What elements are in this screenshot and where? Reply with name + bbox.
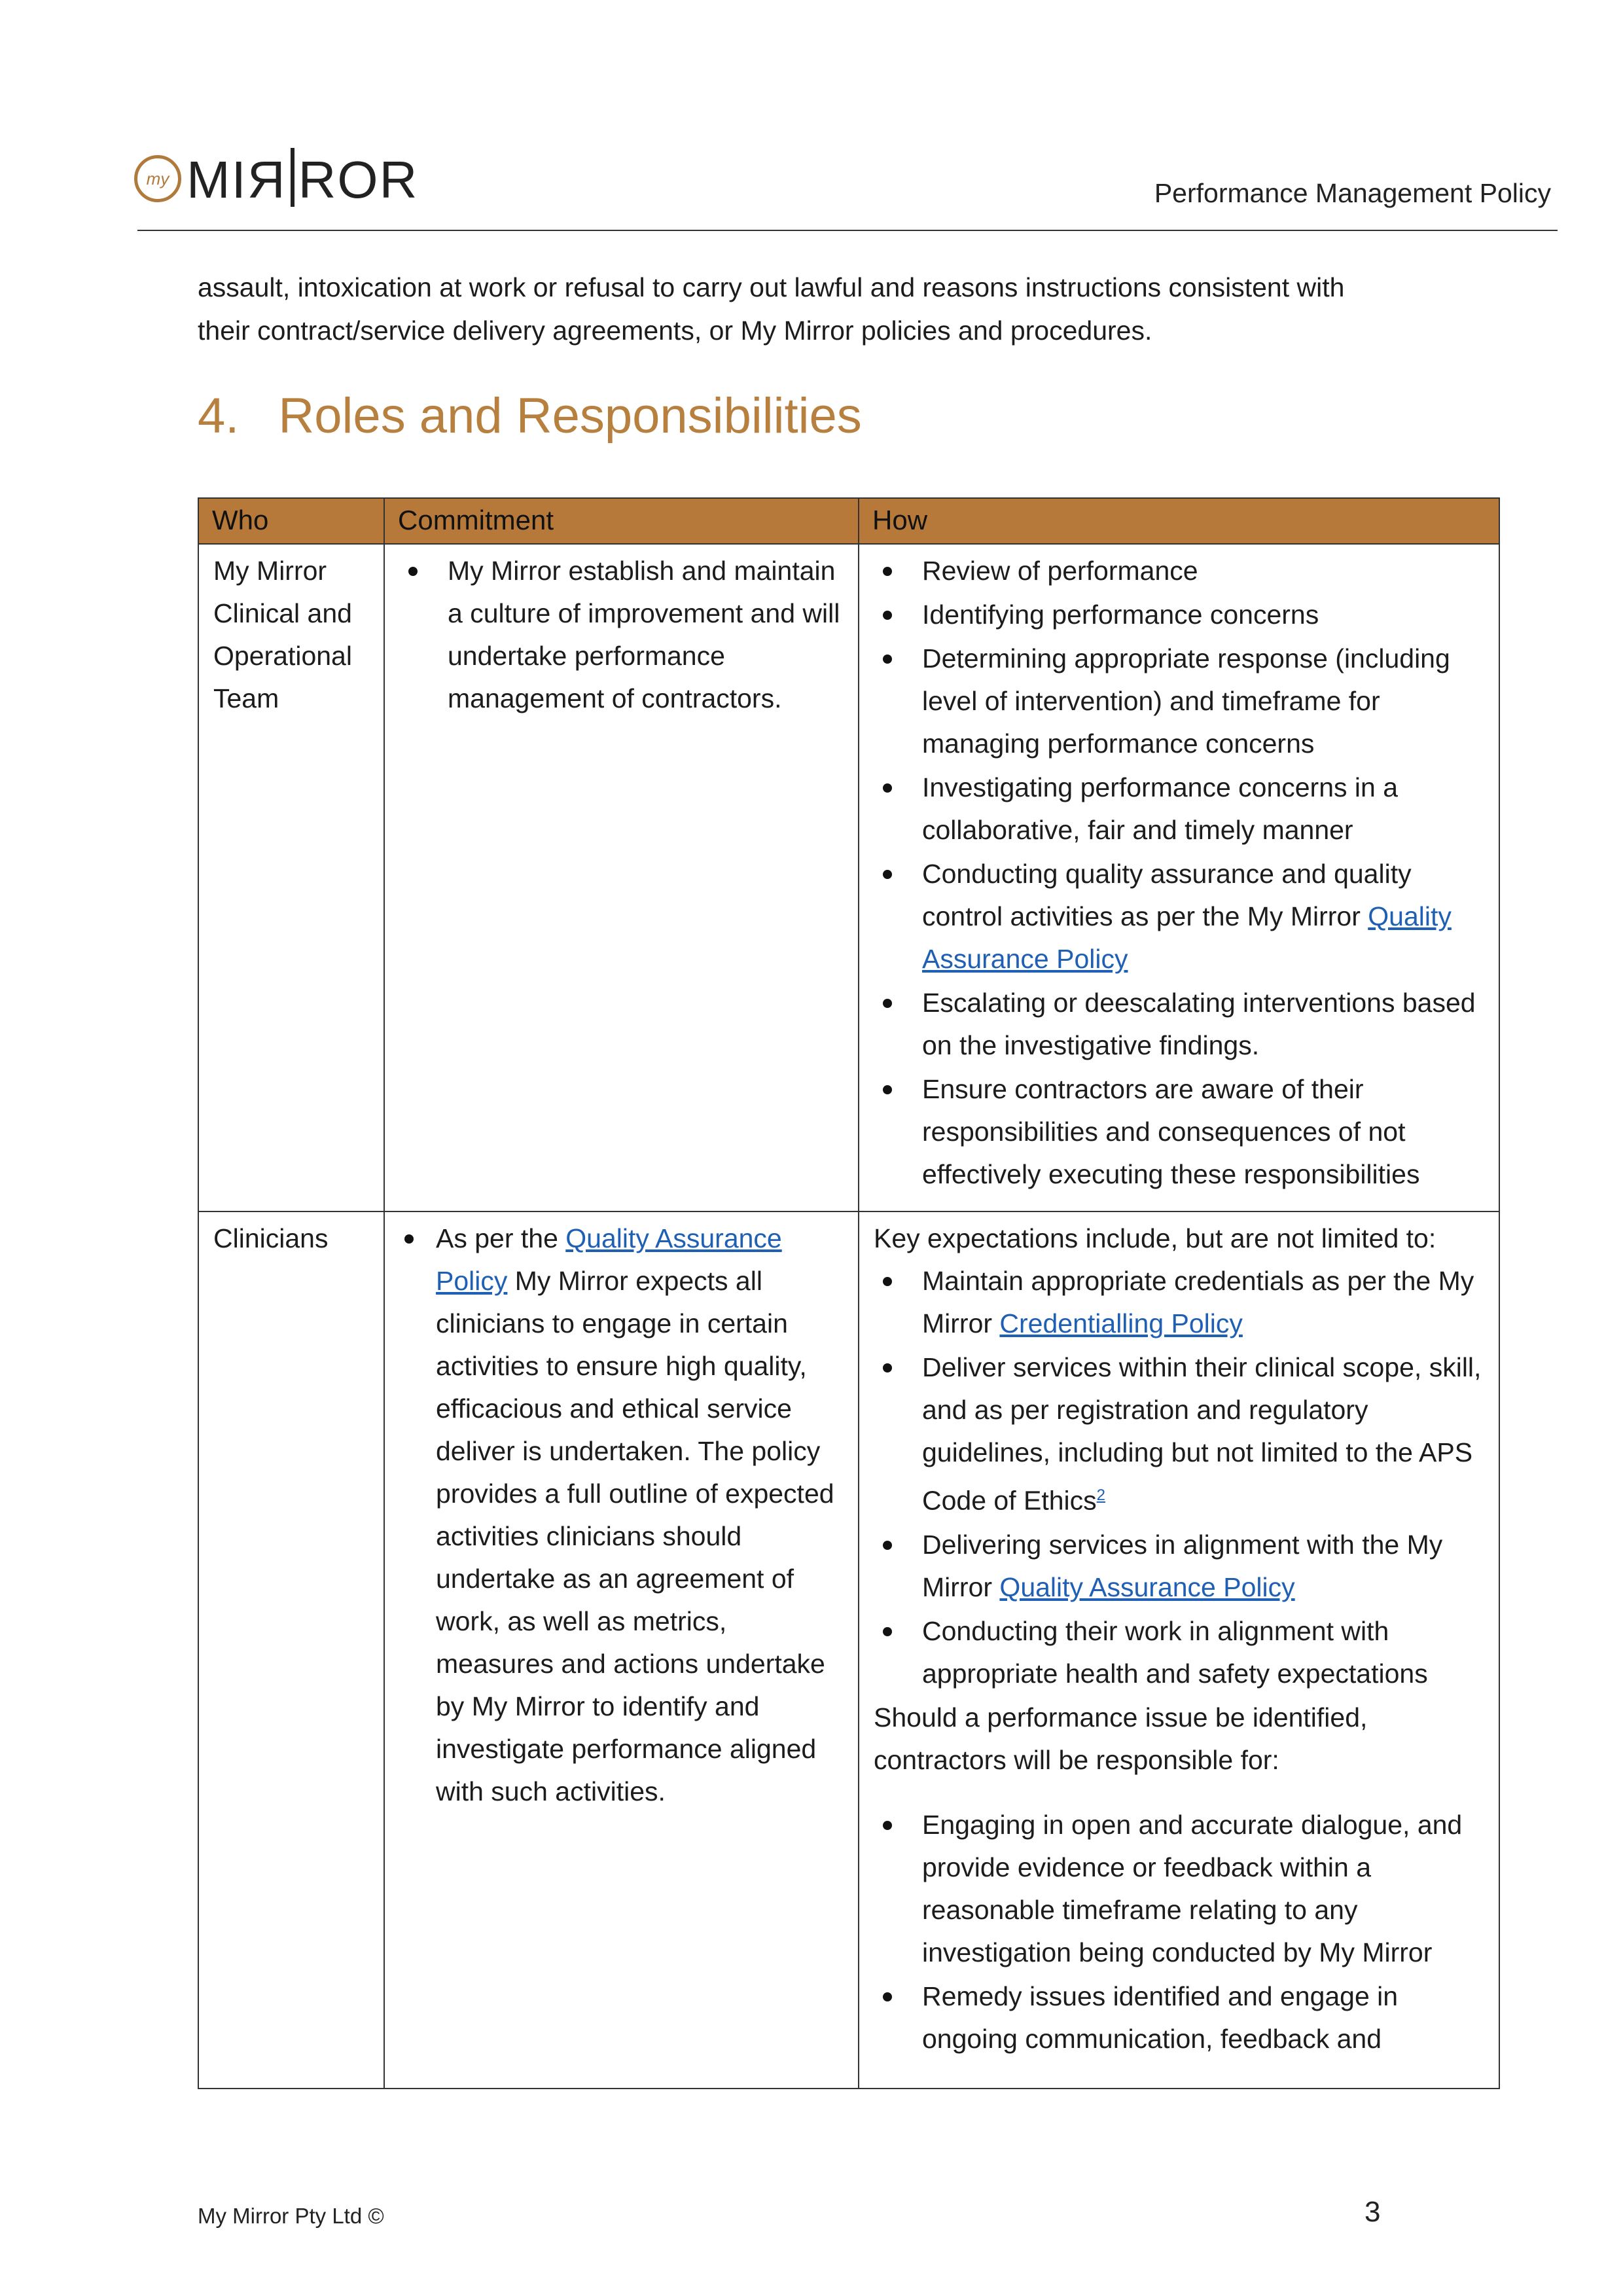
table-row xyxy=(198,1211,1499,2089)
list-item-text: Conducting quality assurance and quality control activities as per the My Mirror xyxy=(922,859,1412,931)
cell-how xyxy=(859,1211,1499,2089)
my-mirror-logo xyxy=(134,143,418,215)
intro-line-1: assault, intoxication at work or refusal to carry out lawful and reasons instructions consistent with xyxy=(198,272,1345,302)
list-item: My Mirror establish and maintain a culture of improvement and will undertake performance management of contractors. xyxy=(399,550,844,720)
list-item: Escalating or deescalating interventions based on the investigative findings. xyxy=(874,982,1484,1067)
footnote-link[interactable]: 2 xyxy=(1096,1486,1105,1504)
intro-paragraph xyxy=(198,266,1441,352)
header-who: Who xyxy=(198,498,384,544)
header-divider xyxy=(137,230,1558,231)
list-item: Conducting their work in alignment with appropriate health and safety expectations xyxy=(874,1610,1484,1695)
list-item-text: My Mirror expects all clinicians to engage in certain activities to ensure high quality, efficacious and ethical service deliver is undertaken. The policy provides a full outline of expected activities clinicians should undertake as an agreement of work, as well as metrics, measures and actions undertake by My Mirror to identify and investigate performance aligned with such activities. xyxy=(436,1266,834,1806)
table-header-row xyxy=(198,498,1499,544)
quality-assurance-policy-link[interactable]: Quality Assurance Policy xyxy=(999,1571,1295,1602)
section-number: 4. xyxy=(198,388,240,444)
document-title: Performance Management Policy xyxy=(1154,178,1551,208)
list-item: Review of performance xyxy=(874,550,1484,592)
logo-divider xyxy=(291,148,294,207)
cell-who: Clinicians xyxy=(198,1211,384,2089)
roles-table xyxy=(198,497,1500,2089)
list-item: Engaging in open and accurate dialogue, and provide evidence or feedback within a reasonable timeframe relating to any investigation being conducted by My Mirror xyxy=(874,1804,1484,1974)
section-heading xyxy=(198,387,862,444)
logo-right-text: ROR xyxy=(298,150,419,209)
intro-line-2: their contract/service delivery agreements, or My Mirror policies and procedures. xyxy=(198,315,1152,346)
list-item-text: Deliver services within their clinical scope, skill, and as per registration and regulatory guidelines, including but not limited to the APS Code of Ethics xyxy=(922,1352,1482,1516)
cell-commitment xyxy=(384,544,859,1211)
credentialling-policy-link[interactable]: Credentialling Policy xyxy=(999,1308,1243,1338)
cell-how xyxy=(859,544,1499,1211)
list-item: Determining appropriate response (including level of intervention) and timeframe for managing performance concerns xyxy=(874,637,1484,765)
quality-assurance-policy-link[interactable]: Quality Assurance Policy xyxy=(922,901,1452,974)
logo-my-badge: my xyxy=(134,155,181,202)
expectations-intro: Key expectations include, but are not limited to: xyxy=(874,1223,1436,1253)
header-commitment: Commitment xyxy=(384,498,859,544)
cell-who: My Mirror Clinical and Operational Team xyxy=(198,544,384,1211)
list-item xyxy=(874,1524,1484,1609)
list-item xyxy=(874,853,1484,980)
list-item xyxy=(874,1260,1484,1345)
table-row xyxy=(198,544,1499,1211)
list-item xyxy=(874,1346,1484,1522)
cell-commitment xyxy=(384,1211,859,2089)
list-item: Ensure contractors are aware of their responsibilities and consequences of not effectively executing these responsibilities xyxy=(874,1068,1484,1196)
list-item: Identifying performance concerns xyxy=(874,594,1484,636)
list-item-text: Maintain appropriate credentials as per the My Mirror xyxy=(922,1266,1474,1338)
section-title: Roles and Responsibilities xyxy=(278,388,862,444)
logo-left-text: MIЯ xyxy=(187,150,287,209)
list-item xyxy=(399,1217,844,1813)
header-how: How xyxy=(859,498,1499,544)
list-item-text: Delivering services in alignment with the My Mirror xyxy=(922,1529,1443,1602)
page-number: 3 xyxy=(1364,2196,1381,2228)
list-item: Investigating performance concerns in a collaborative, fair and timely manner xyxy=(874,766,1484,852)
responsibilities-intro: Should a performance issue be identified, contractors will be responsible for: xyxy=(874,1702,1368,1775)
quality-assurance-policy-link[interactable]: Quality Assurance Policy xyxy=(436,1223,782,1296)
footer-company: My Mirror Pty Ltd © xyxy=(198,2204,384,2228)
logo-wordmark xyxy=(187,148,418,210)
list-item: Remedy issues identified and engage in ongoing communication, feedback and xyxy=(874,1975,1484,2060)
list-item-text: As per the xyxy=(436,1223,566,1253)
